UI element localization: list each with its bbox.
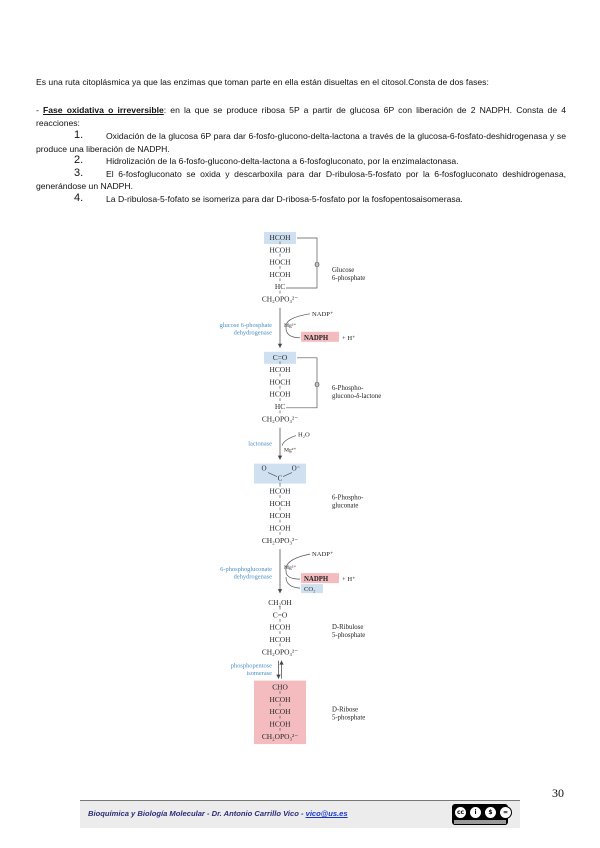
- reaction-arrow-head: [278, 589, 282, 593]
- enzyme-label: dehydrogenase: [233, 329, 272, 337]
- cofactor-label: Mg²⁺: [284, 322, 297, 329]
- ring-oxygen: O: [314, 261, 320, 269]
- phase-text: : en la que se produce ribosa 5P a partir de glucosa 6P con liberación de 2 NADPH. Consta de 4 reacciones:: [36, 105, 567, 128]
- list-item-number: 1.: [74, 129, 84, 141]
- molecule-name: 5-phosphate: [332, 714, 366, 722]
- ribose-5-phosphate-group: CHO: [272, 682, 288, 692]
- molecule-name: D-Ribose: [332, 706, 359, 714]
- glucose-6-phosphate-group: HOCH: [269, 257, 291, 267]
- lactone-group: C=O: [272, 352, 288, 362]
- cc-icon: cc: [454, 806, 467, 819]
- ring-bond: [286, 238, 320, 288]
- cofactor-label: Mg²⁺: [284, 447, 297, 454]
- list-item-text: La D-ribulosa-5-fofato se isomeriza para dar D-ribosa-5-fosfato por la fosfopentosaisomerasa.: [106, 193, 463, 204]
- ribulose-5-phosphate-group: CH₂OPO₃²⁻: [261, 647, 299, 657]
- page-footer: [80, 800, 520, 828]
- cofactor-label: Mg²⁺: [284, 565, 297, 572]
- cc-license-label-strip: [454, 820, 506, 824]
- phase-label: Fase oxidativa o irreversible: [42, 105, 164, 115]
- ribose-5-phosphate-group: HCOH: [269, 694, 291, 704]
- ribose-5-phosphate-group: CH₂OPO₃²⁻: [261, 731, 299, 741]
- molecule-name: 5-phosphate: [332, 632, 366, 640]
- enzyme-label: 6-phosphogluconate: [220, 566, 272, 574]
- molecule-name: 6-phosphate: [332, 275, 366, 282]
- ring-bond: [286, 358, 320, 408]
- enzyme-label: glucose 6-phosphate: [219, 321, 272, 329]
- list-item-text: El 6-fosfogluconato se oxida y descarboxila para dar D-ribulosa-5-fosfato por la 6-fosfogluconato deshidrogenasa, generándose un NADPH.: [36, 168, 566, 192]
- glucose-6-phosphate-group: HCOH: [269, 245, 291, 255]
- glucose-6-phosphate-group: HCOH: [269, 233, 291, 242]
- ribulose-5-phosphate-group: CH₂OH: [268, 598, 292, 608]
- list-item: [36, 193, 566, 206]
- page-number: 30: [552, 786, 564, 800]
- ribulose-5-phosphate-group: HCOH: [269, 622, 291, 632]
- ribulose-5-phosphate-group: C=O: [272, 610, 288, 620]
- phosphogluconate-group: CH₂OPO₃²⁻: [261, 535, 299, 545]
- phosphogluconate-group: HCOH: [269, 486, 291, 496]
- by-icon: i: [469, 806, 482, 819]
- footer-separator: -: [204, 809, 212, 818]
- reaction-list: [36, 130, 566, 206]
- footer-text: [88, 809, 348, 818]
- list-item-number: 2.: [74, 154, 84, 167]
- list-item-text: Hidrolización de la 6-fosfo-glucono-delta-lactona a 6-fosfogluconato, por la enzimalactonasa.: [106, 156, 459, 167]
- list-item: [36, 155, 566, 168]
- footer-title: Bioquímica y Biología Molecular: [88, 809, 205, 818]
- enzyme-label: isomerase: [246, 670, 272, 678]
- nc-icon: $: [484, 806, 497, 819]
- co2-label: CO₂: [304, 586, 316, 594]
- lactone-group: HCOH: [269, 389, 291, 399]
- carboxyl-oxygen: O: [261, 464, 267, 473]
- intro-paragraph: Es una ruta citoplásmica ya que las enzimas que toman parte en ella están disueltas en el citosol.Consta de dos fases:: [36, 77, 489, 87]
- footer-author: Dr. Antonio Carrillo Vico: [211, 809, 299, 818]
- list-item-text: Oxidación de la glucosa 6P para dar 6-fosfo-glucono-delta-lactona a través de la glucosa-6-fosfato-deshidrogenasa y se produce una liberación de NADPH.: [36, 131, 566, 154]
- lactone-group: HC: [274, 402, 286, 411]
- phase-paragraph: [36, 104, 566, 129]
- ribulose-5-phosphate-group: HCOH: [269, 635, 291, 644]
- list-item-number: 3.: [74, 166, 84, 179]
- lactone-group: CH₂OPO₃²⁻: [261, 414, 299, 424]
- phosphogluconate-group: HOCH: [269, 498, 291, 508]
- glucose-6-phosphate-group: HCOH: [269, 269, 291, 279]
- enzyme-label: dehydrogenase: [233, 573, 272, 581]
- cofactor-in-label: H₂O: [298, 431, 310, 439]
- cofactor-in-label: NADP⁺: [312, 310, 334, 318]
- footer-email-link[interactable]: vico@us.es: [305, 809, 348, 818]
- ribose-5-phosphate-group: HCOH: [269, 707, 291, 717]
- glucose-6-phosphate-group: HC: [274, 282, 286, 292]
- list-item: [36, 168, 566, 193]
- reaction-arrow-head: [276, 675, 280, 679]
- lactone-group: HOCH: [269, 377, 291, 387]
- carboxyl-oxygen: O⁻: [291, 464, 301, 473]
- phosphogluconate-group: HCOH: [269, 523, 291, 533]
- enzyme-label: phosphopentose: [230, 662, 272, 670]
- list-item: [36, 130, 566, 155]
- reaction-arrow-head: [278, 456, 282, 460]
- enzyme-label: lactonase: [248, 440, 272, 448]
- molecule-name: glucono-δ-lactone: [332, 392, 382, 400]
- cofactor-in-label: NADP⁺: [312, 551, 334, 559]
- molecule-name: Glucose: [332, 267, 355, 274]
- reaction-arrow-head: [278, 344, 282, 348]
- product-extra-label: + H⁺: [342, 576, 356, 584]
- cc-license-badge[interactable]: [452, 804, 508, 825]
- molecule-name: 6-Phospho-: [332, 384, 364, 392]
- pentose-phosphate-diagram: [190, 228, 430, 741]
- ribose-5-phosphate-group: HCOH: [269, 719, 291, 729]
- molecule-name: D-Ribulose: [332, 624, 364, 632]
- phosphogluconate-group: HCOH: [269, 511, 291, 521]
- lactone-group: HCOH: [269, 365, 291, 375]
- list-item-number: 4.: [74, 191, 84, 204]
- phase-dash: -: [36, 105, 43, 115]
- molecule-name: 6-Phospho-: [332, 494, 364, 502]
- reaction-arrow-head: [279, 661, 283, 665]
- product-label: NADPH: [304, 576, 329, 584]
- molecule-name: gluconate: [332, 502, 359, 510]
- cofactor-curve: [282, 436, 296, 446]
- glucose-6-phosphate-group: CH₂OPO₃²⁻: [261, 294, 299, 304]
- footer-separator: -: [298, 809, 306, 818]
- carboxyl-carbon: C: [277, 474, 283, 483]
- nd-icon: =: [499, 806, 512, 819]
- product-label: NADPH: [304, 334, 329, 342]
- ring-oxygen: O: [314, 380, 320, 389]
- product-extra-label: + H⁺: [342, 334, 356, 342]
